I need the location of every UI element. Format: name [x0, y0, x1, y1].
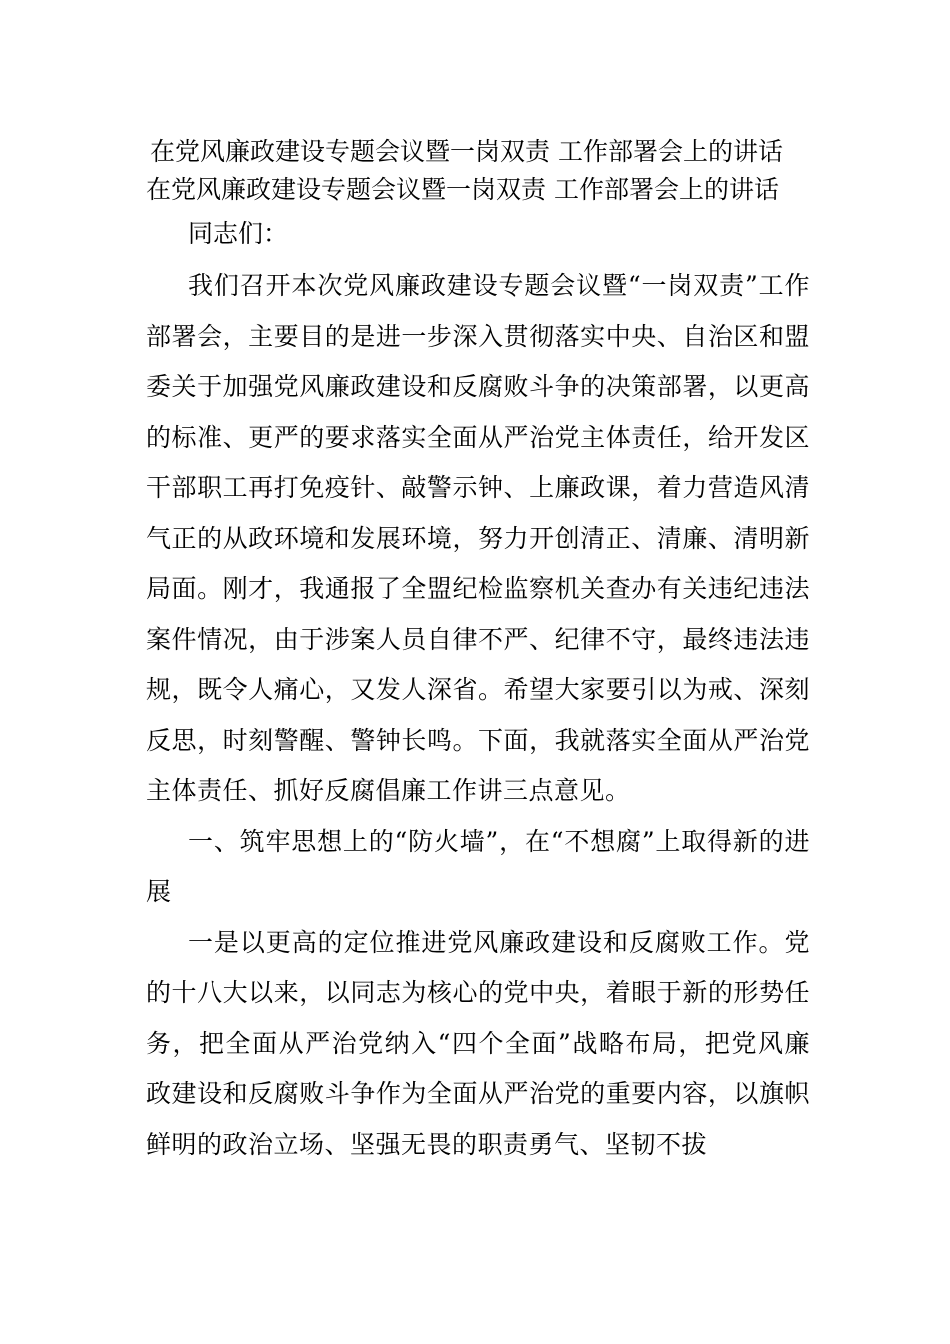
section-heading-1: 一、筑牢思想上的“防火墙”，在“不想腐”上取得新的进展 — [146, 826, 810, 906]
document-title-line-1: 在党风廉政建设专题会议暨一岗双责 工作部署会上的讲话 — [150, 137, 783, 166]
document-title-line-2: 在党风廉政建设专题会议暨一岗双责 工作部署会上的讲话 — [146, 175, 779, 204]
paragraph-opening: 我们召开本次党风廉政建设专题会议暨“一岗双责”工作部署会，主要目的是进一步深入贯彻落实中央、自治区和盟委关于加强党风廉政建设和反腐败斗争的决策部署，以更高的标准、更严的要求落实全面从严治党主体责任，给开发区干部职工再打免疫针、敲警示钟、上廉政课，着力营造风清气正的从政环境和发展环境，努力开创清正、清廉、清明新局面。刚才，我通报了全盟纪检监察机关查办有关违纪违法案件情况，由于涉案人员自律不严、纪律不守，最终违法违规，既令人痛心，又发人深省。希望大家要引以为戒、深刻反思，时刻警醒、警钟长鸣。下面，我就落实全面从严治党主体责任、抓好反腐倡廉工作讲三点意见。 — [146, 271, 810, 805]
greeting: 同志们： — [188, 219, 289, 248]
document-body — [146, 133, 810, 1170]
paragraph-point-1: 一是以更高的定位推进党风廉政建设和反腐败工作。党的十八大以来，以同志为核心的党中央，着眼于新的形势任务，把全面从严治党纳入“四个全面”战略布局，把党风廉政建设和反腐败斗争作为全面从严治党的重要内容，以旗帜鲜明的政治立场、坚强无畏的职责勇气、坚韧不拔 — [146, 927, 810, 1159]
